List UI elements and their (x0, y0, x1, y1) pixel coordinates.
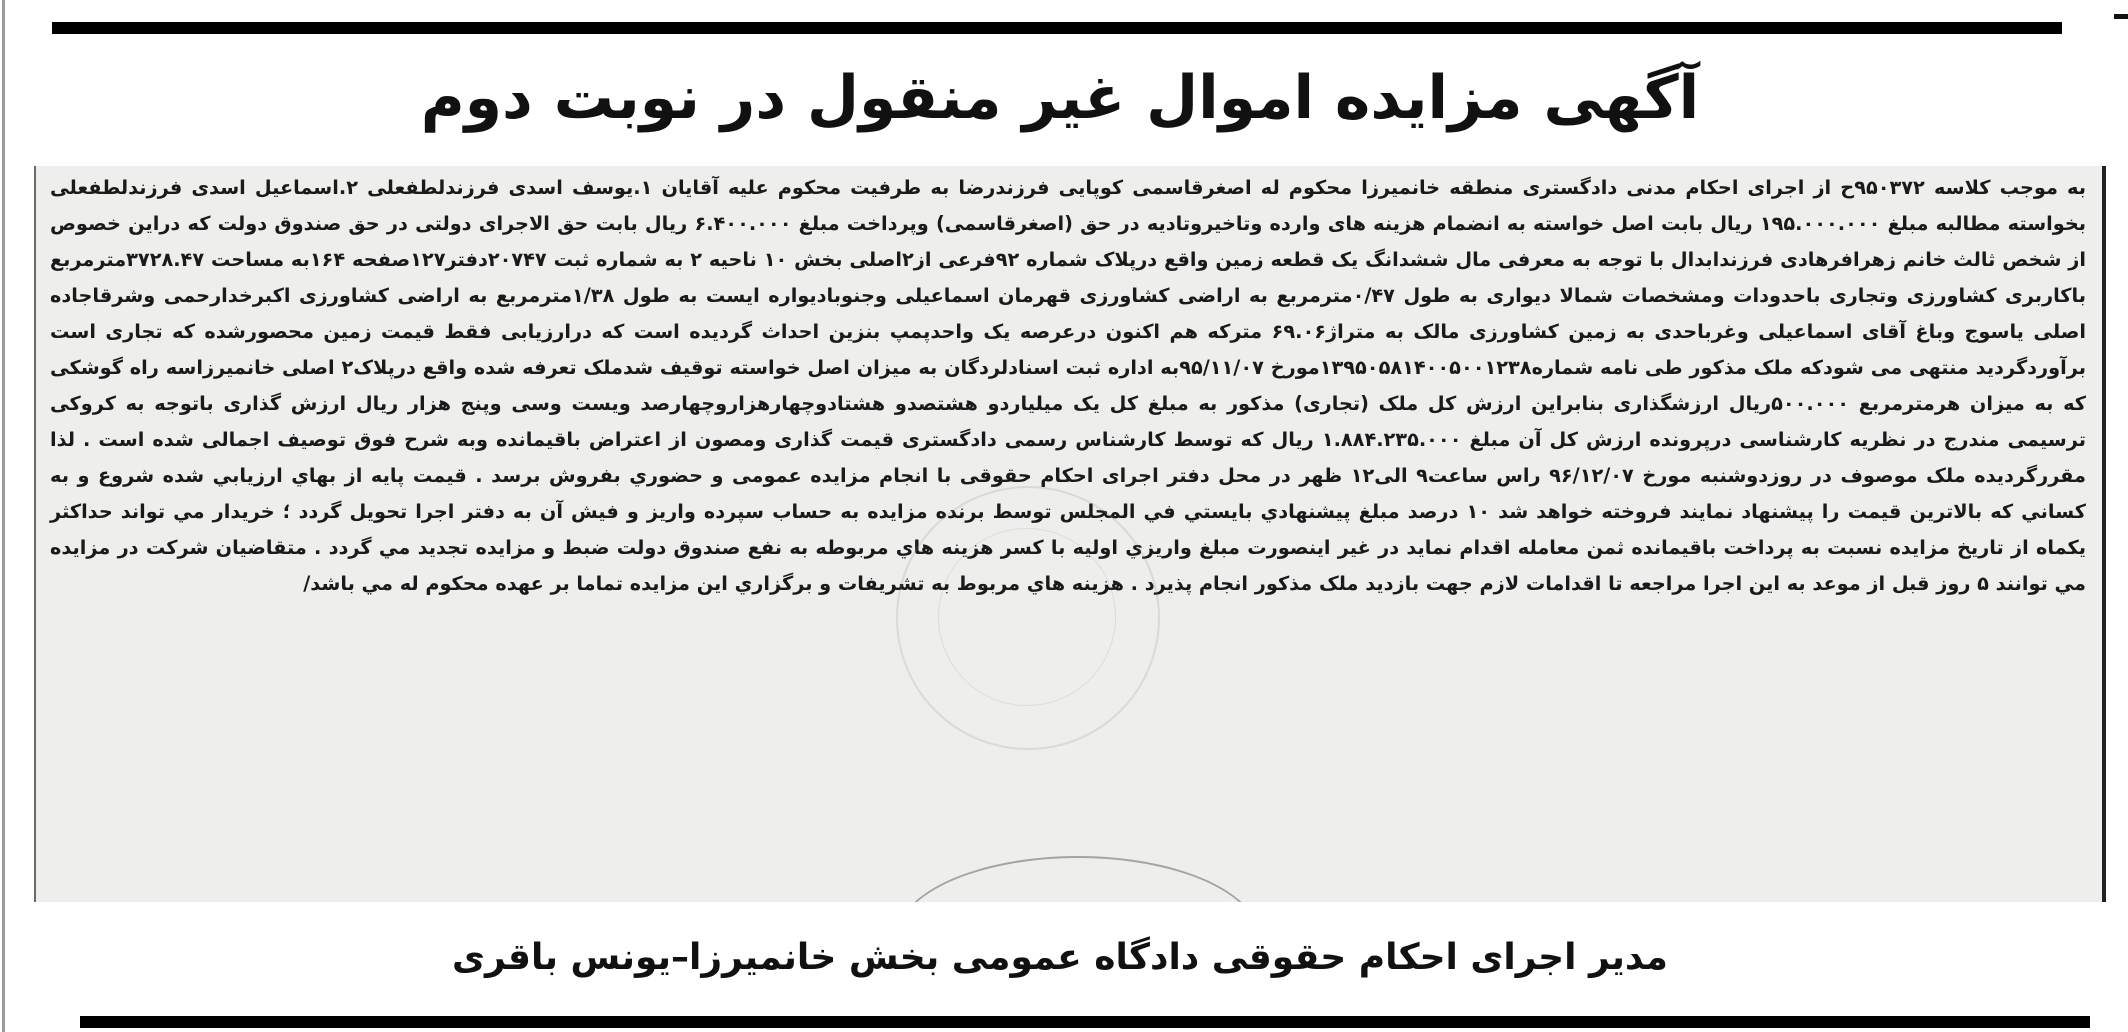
notice-title: آگهی مزایده اموال غیر منقول در نوبت دوم (420, 63, 1700, 133)
notice-body-text: به موجب کلاسه ۹۵۰۳۷۲ح از اجرای احکام مدنی دادگستری منطقه خانمیرزا محکوم له اصغرقاسمی کوپایی فرزندرضا به طرفیت محکوم علیه آقایان ۱.یوسف اسدی فرزندلطفعلی ۲.اسماعیل اسدی فرزندلطفعلی بخواسته مطالبه مبلغ ۱۹۵.۰۰۰.۰۰۰ ریال بابت اصل خواسته به انضمام هزینه های وارده وتاخیروتادیه در حق (اصغرقاسمی) وپرداخت مبلغ ۶.۴۰۰.۰۰۰ ریال بابت حق الاجرای دولتی در حق صندوق دولت که دراین خصوص از شخص ثالث خانم زهرافرهادی فرزندابدال با توجه به معرفی مال ششدانگ یک قطعه زمین واقع درپلاک شماره ۹۲فرعی از۲اصلی بخش ۱۰ ناحیه ۲ به شماره ثبت ۲۰۷۴۷دفتر۱۲۷صفحه ۱۶۴به مساحت ۳۷۲۸.۴۷مترمربع باکاربری کشاورزی وتجاری باحدودات ومشخصات شمالا دیواری به طول ۰/۴۷مترمربع به اراضی کشاورزی قهرمان اسماعیلی وجنوبادیواره ایست به طول ۱/۳۸مترمربع به اراضی کشاورزی اکبرخدارحمی وشرقاجاده اصلی یاسوج وباغ آقای اسماعیلی وغرباحدی به زمین کشاورزی مالک به متراژ۶۹.۰۶ مترکه هم اکنون درعرصه یک واحدپمپ بنزین احداث گردیده است که درارزیابی فقط قیمت زمین محصورشده که تجاری است برآوردگردید منتهی می شودکه ملک مذکور طی نامه شماره۱۳۹۵۰۵۸۱۴۰۰۵۰۰۱۲۳۸مورخ ۹۵/۱۱/۰۷به اداره ثبت اسنادلردگان به میزان اصل خواسته توقیف شدملک تعرفه شده واقع درپلاک۲ اصلی خانمیرزاسه راه گوشکی که به میزان هرمترمربع ۵۰۰.۰۰۰ریال ارزشگذاری بنابراین ارزش کل ملک (تجاری) مذکور به مبلغ کل یک میلیاردو هشتصدو هشتادوچهارهزاروچهارصد ویست وسی وپنج هزار ریال ارزش گذاری باتوجه به کروکی ترسیمی مندرج در نظریه کارشناسی درپرونده ارزش کل آن مبلغ ۱.۸۸۴.۲۳۵.۰۰۰ ریال که توسط کارشناس رسمی دادگستری قیمت گذاری ومصون از اعتراض باقیمانده وبه شرح فوق توصیف اجمالی شده است . لذا مقررگردیده ملک موصوف در روزدوشنبه مورخ ۹۶/۱۲/۰۷ راس ساعت۹ الی۱۲ ظهر در محل دفتر اجرای احکام حقوقی با انجام مزایده عمومی و حضوري بفروش برسد . قیمت پایه از بهاي ارزیابي شده شروع و به کساني که بالاترین قیمت را پیشنهاد نمایند فروخته خواهد شد ۱۰ درصد مبلغ پیشنهادي بایستي في المجلس توسط برنده مزایده به حساب سپرده واریز و فیش آن به دفتر اجرا تحویل گردد ؛ خریدار مي تواند حداکثر یکماه از تاریخ مزایده نسبت به پرداخت باقیمانده ثمن معامله اقدام نماید در غیر اینصورت مبلغ واریزي اولیه با کسر هزینه هاي مربوطه به نفع صندوق دولت ضبط و مزایده تجدید مي گردد . متقاضیان شرکت در مزایده مي توانند ۵ روز قبل از موعد به این اجرا مراجعه تا اقدامات لازم جهت بازدید ملک مذکور انجام پذیرد . هزینه هاي مربوط به تشریفات و برگزاري این مزایده تماما بر عهده محکوم له مي باشد/ (50, 176, 2086, 595)
official-stamp (896, 856, 1260, 902)
notice-body-scan (34, 166, 2106, 902)
page-left-border (2, 0, 5, 1032)
bottom-divider-rule (80, 1016, 2090, 1028)
page-corner-mark (2114, 14, 2128, 19)
notice-signature: مدیر اجرای احکام حقوقی دادگاه عمومی بخش خانمیرزا–یونس باقری (452, 937, 1668, 978)
top-divider-rule (52, 22, 2062, 34)
